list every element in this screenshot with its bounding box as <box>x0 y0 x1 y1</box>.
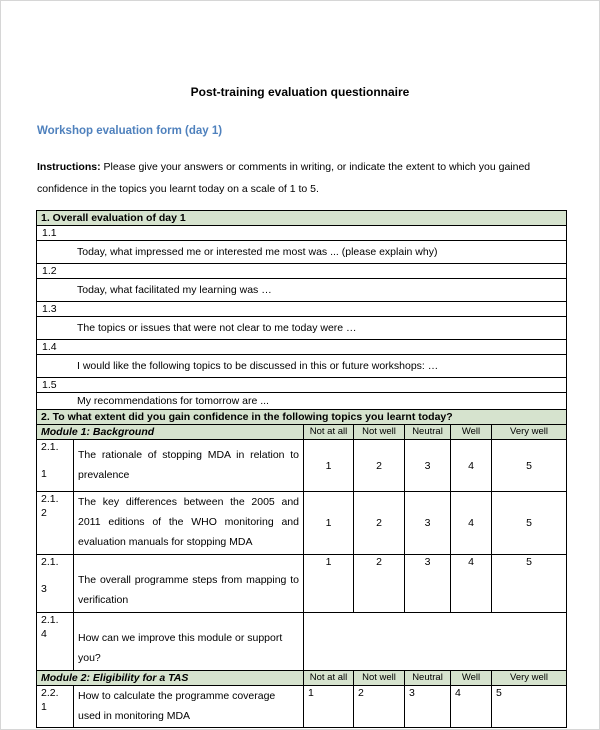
question-number-top: 2.1. <box>41 555 59 568</box>
question-text: How to calculate the programme coverage used in monitoring MDA <box>74 685 304 728</box>
rating-header-well: Well <box>451 425 492 440</box>
rating-option-3: 3 <box>405 554 451 612</box>
question-row-2-1-4 <box>37 612 567 670</box>
rating-option-4: 4 <box>451 554 492 612</box>
rating-option-2: 2 <box>354 685 405 728</box>
question-number <box>37 440 74 492</box>
item-prompt: Today, what facilitated my learning was … <box>37 279 567 302</box>
question-number-bottom: 1 <box>41 468 47 481</box>
item-1-3-number-row <box>37 302 567 317</box>
question-number-top: 2.1. <box>41 493 59 506</box>
question-number-top: 2.2. <box>41 686 59 699</box>
rating-header-not-at-all: Not at all <box>304 425 354 440</box>
rating-header-not-well: Not well <box>354 425 405 440</box>
rating-header-neutral: Neutral <box>405 425 451 440</box>
question-number-top: 2.1. <box>41 441 59 454</box>
module2-header-row <box>37 670 567 685</box>
question-number <box>37 612 74 670</box>
rating-option-5: 5 <box>492 492 567 555</box>
rating-option-4: 4 <box>451 440 492 492</box>
rating-header-well: Well <box>451 670 492 685</box>
question-row-2-1-1 <box>37 440 567 492</box>
module1-header-row <box>37 425 567 440</box>
rating-option-3: 3 <box>405 440 451 492</box>
rating-option-5: 5 <box>492 554 567 612</box>
rating-header-very-well: Very well <box>492 425 567 440</box>
question-number <box>37 685 74 728</box>
rating-option-1: 1 <box>304 492 354 555</box>
item-number: 1.3 <box>37 302 567 317</box>
question-row-2-1-3 <box>37 554 567 612</box>
question-row-2-2-1 <box>37 685 567 728</box>
section1-header-row <box>37 211 567 226</box>
rating-option-4: 4 <box>451 492 492 555</box>
item-number: 1.2 <box>37 264 567 279</box>
item-number: 1.1 <box>37 226 567 241</box>
rating-header-very-well: Very well <box>492 670 567 685</box>
rating-header-not-well: Not well <box>354 670 405 685</box>
rating-option-1: 1 <box>304 685 354 728</box>
question-number-bottom: 3 <box>41 582 47 595</box>
question-number-top: 2.1. <box>41 613 59 626</box>
rating-option-5: 5 <box>492 440 567 492</box>
item-prompt: The topics or issues that were not clear to me today were … <box>37 317 567 340</box>
rating-option-2: 2 <box>354 440 405 492</box>
item-1-4-prompt-row <box>37 355 567 378</box>
question-number <box>37 554 74 612</box>
item-1-1-number-row <box>37 226 567 241</box>
rating-option-3: 3 <box>405 492 451 555</box>
instructions-paragraph <box>37 157 564 200</box>
question-text: The rationale of stopping MDA in relation to prevalence <box>74 440 304 492</box>
item-prompt: My recommendations for tomorrow are ... <box>37 393 567 410</box>
instructions-label: Instructions: <box>37 161 101 173</box>
rating-option-2: 2 <box>354 492 405 555</box>
item-prompt: I would like the following topics to be discussed in this or future workshops: … <box>37 355 567 378</box>
question-number-bottom: 2 <box>41 507 47 520</box>
question-text: The overall programme steps from mapping to verification <box>74 554 304 612</box>
section2-header: 2. To what extent did you gain confidence in the following topics you learnt today? <box>37 410 567 425</box>
module2-title: Module 2: Eligibility for a TAS <box>37 670 304 685</box>
item-1-1-prompt-row <box>37 241 567 264</box>
rating-header-neutral: Neutral <box>405 670 451 685</box>
rating-header-not-at-all: Not at all <box>304 670 354 685</box>
item-1-3-prompt-row <box>37 317 567 340</box>
open-response-area <box>304 612 567 670</box>
evaluation-table <box>36 210 567 728</box>
section1-header: 1. Overall evaluation of day 1 <box>37 211 567 226</box>
rating-option-2: 2 <box>354 554 405 612</box>
item-1-2-number-row <box>37 264 567 279</box>
rating-option-4: 4 <box>451 685 492 728</box>
item-1-2-prompt-row <box>37 279 567 302</box>
document-title: Post-training evaluation questionnaire <box>190 85 410 99</box>
rating-option-1: 1 <box>304 440 354 492</box>
item-number: 1.4 <box>37 340 567 355</box>
item-1-5-prompt-row <box>37 393 567 410</box>
form-heading: Workshop evaluation form (day 1) <box>37 125 223 137</box>
question-row-2-1-2 <box>37 492 567 555</box>
question-number-bottom: 4 <box>41 627 47 640</box>
item-1-5-number-row <box>37 378 567 393</box>
item-1-4-number-row <box>37 340 567 355</box>
question-text: How can we improve this module or support you? <box>74 612 304 670</box>
item-number: 1.5 <box>37 378 567 393</box>
item-prompt: Today, what impressed me or interested me most was ... (please explain why) <box>37 241 567 264</box>
module1-title: Module 1: Background <box>37 425 304 440</box>
section2-header-row <box>37 410 567 425</box>
rating-option-1: 1 <box>304 554 354 612</box>
question-text: The key differences between the 2005 and 2011 editions of the WHO monitoring and evaluation manuals for stopping MDA <box>74 492 304 555</box>
question-number <box>37 492 74 555</box>
instructions-text: Please give your answers or comments in writing, or indicate the extent to which you gained confidence in the topics you learnt today on a scale of 1 to 5. <box>37 161 531 195</box>
question-number-bottom: 1 <box>41 700 47 713</box>
rating-option-3: 3 <box>405 685 451 728</box>
rating-option-5: 5 <box>492 685 567 728</box>
